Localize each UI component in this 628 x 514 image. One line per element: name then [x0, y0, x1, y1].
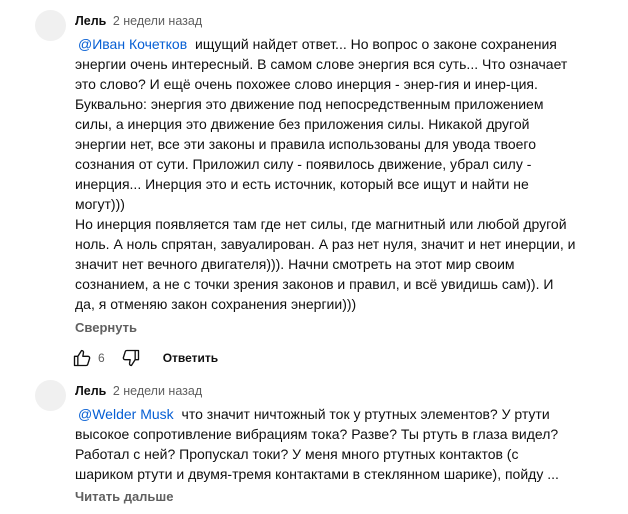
comment-time[interactable]: 2 недели назад — [112, 14, 203, 28]
comment-line: могут))) — [75, 196, 125, 212]
avatar[interactable] — [35, 380, 66, 411]
comment-time[interactable]: 2 недели назад — [112, 384, 203, 398]
mention-link[interactable]: @Welder Musk — [78, 406, 174, 422]
comment-line: шариком ртути и двумя-тремя контактами в стеклянном шарике), пойду ... — [75, 466, 559, 482]
avatar[interactable] — [35, 10, 66, 41]
comment-line: инерция... Инерция это и есть источник, который все ищут и найти не — [75, 176, 529, 192]
comment-line: энергии нет, все эти законы и правила использованы для увода твоего — [75, 136, 537, 152]
comment-author[interactable]: Лель — [75, 384, 107, 398]
comment-header — [75, 383, 202, 399]
mention-link[interactable]: @Иван Кочетков — [78, 36, 188, 52]
comment-line: энергии очень интересный. В самом слове энергия вся суть... Что означает — [75, 56, 568, 72]
comment-line: @Иван Кочетков ищущий найдет ответ... Но вопрос о законе сохранения — [78, 36, 557, 52]
comment-line: высокое сопротивление вибрациям тока? Разве? Ты ртуть в глаза видел? — [75, 426, 559, 442]
comment-line: значит нет вечного двигателя))). Начни смотреть на этот мир своим — [75, 256, 515, 272]
comment-author[interactable]: Лель — [75, 14, 107, 28]
comment-line: это слово? И ещё очень похожее слово инерция - энер-гия и инер-ция. — [75, 76, 538, 92]
like-count: 6 — [98, 351, 105, 365]
comment-line: Буквально: энергия это движение под непосредственным приложением — [75, 96, 544, 112]
comment-line: Но инерция появляется там где нет силы, где магнитный или любой другой — [75, 216, 567, 232]
comment-header — [75, 13, 202, 29]
thumbs-down-icon[interactable] — [119, 347, 143, 369]
comment-line: Работал с ней? Пропускал токи? У меня много ртутных контактов (с — [75, 446, 519, 462]
comment-text — [75, 34, 595, 314]
reply-button[interactable]: Ответить — [162, 351, 219, 365]
read-more-button[interactable]: Читать дальше — [75, 489, 174, 504]
comment-line: да, я отменяю закон сохранения энергии))) — [75, 296, 357, 312]
comment-actions — [70, 347, 218, 369]
collapse-button[interactable]: Свернуть — [75, 320, 137, 335]
comment-line: ноль. А ноль спрятан, завуалирован. А раз нет нуля, значит и нет инерции, и — [75, 236, 576, 252]
comment-line: @Welder Musk что значит ничтожный ток у ртутных элементов? У ртути — [78, 406, 550, 422]
comment-line: сознанием, а не с точки зрения законов и правил, и всё увидишь сам)). И — [75, 276, 554, 292]
comment-line: силы, а инерция это движение без приложения силы. Никакой другой — [75, 116, 530, 132]
comment-line: сознания от сути. Приложил силу - появилось движение, убрал силу - — [75, 156, 532, 172]
thumbs-up-icon[interactable] — [70, 347, 94, 369]
comment-text — [75, 404, 595, 484]
